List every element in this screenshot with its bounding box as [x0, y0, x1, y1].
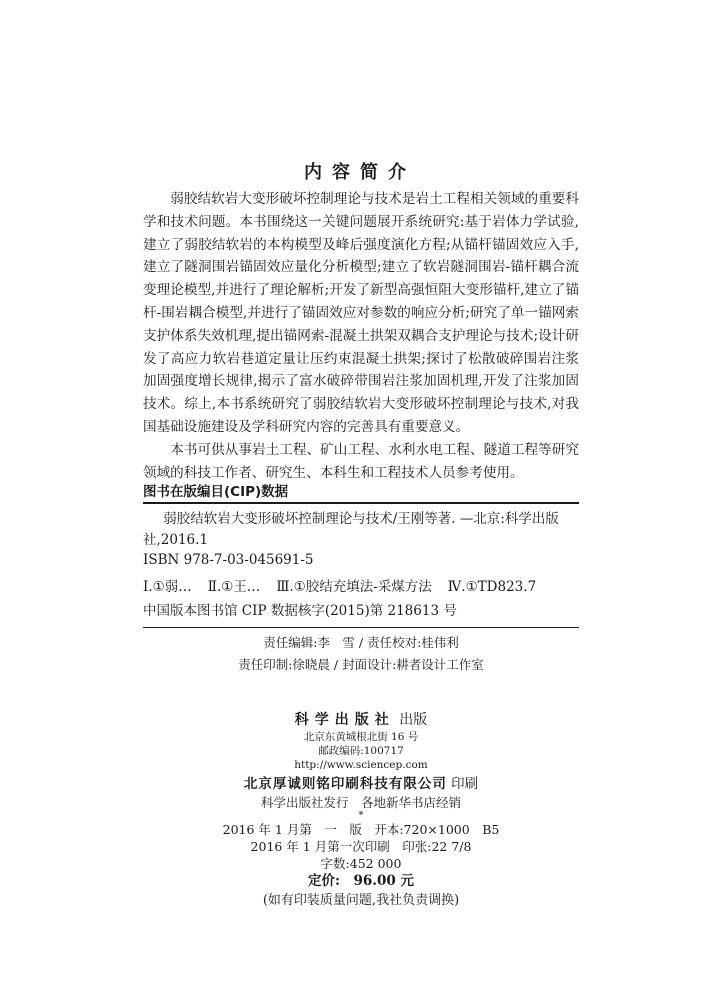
printer-line: [143, 774, 579, 794]
summary-body: [143, 188, 579, 484]
publisher-line: [143, 710, 579, 730]
cip-class-item: Ⅳ.①TD823.7: [447, 578, 537, 595]
cip-heading: 图书在版编目(CIP)数据: [143, 484, 289, 500]
distribution-line: 科学出版社发行 各地新华书店经销: [260, 795, 461, 810]
publisher-address: 北京东黄城根北街 16 号: [303, 731, 419, 743]
printer-suffix: 印刷: [451, 776, 479, 792]
staff-line-editors: 责任编辑:李 雪 / 责任校对:桂伟利: [263, 635, 459, 650]
publisher-suffix: 出版: [399, 712, 428, 728]
cip-record: 弱胶结软岩大变形破坏控制理论与技术/王刚等著. —北京:科学出版社,2016.1: [143, 511, 559, 548]
edition-line: 2016 年 1 月第 一 版 开本:720×1000 B5: [222, 822, 500, 837]
cip-class-item: Ⅰ.①弱…: [143, 578, 192, 595]
separator-star: *: [358, 810, 364, 821]
printing-line: 2016 年 1 月第一次印刷 印张:22 7/8: [250, 839, 472, 854]
cip-classification: [143, 577, 579, 598]
cip-isbn: ISBN 978-7-03-045691-5: [143, 552, 314, 568]
publisher-name: 科学出版社: [294, 712, 395, 728]
summary-paragraph: 本书可供从事岩土工程、矿山工程、水利水电工程、隧道工程等研究领域的科技工作者、研究生、本科生和工程技术人员参考使用。: [143, 441, 579, 481]
cip-class-item: Ⅱ.①王…: [207, 578, 261, 595]
word-count: 字数:452 000: [320, 856, 402, 871]
price: 定价: 96.00 元: [308, 873, 414, 889]
cip-block: [143, 509, 579, 622]
cip-class-item: Ⅲ.①胶结充填法-采煤方法: [276, 578, 432, 595]
printer-name: 北京厚诚则铭印刷科技有限公司: [243, 776, 447, 792]
publisher-website: http://www.sciencep.com: [294, 759, 428, 771]
cip-check-number: 中国版本图书馆 CIP 数据核字(2015)第 218613 号: [143, 603, 457, 619]
cip-bottom-rule: [143, 627, 579, 628]
quality-notice: (如有印装质量问题,我社负责调换): [262, 893, 460, 908]
publisher-postcode: 邮政编码:100717: [318, 745, 404, 757]
summary-title: 内容简介: [304, 162, 416, 183]
imprint-block: [143, 710, 579, 910]
summary-paragraph: 弱胶结软岩大变形破坏控制理论与技术是岩土工程相关领域的重要科学和技术问题。本书围绕这一关键问题展开系统研究:基于岩体力学试验,建立了弱胶结软岩的本构模型及峰后强度演化方程;从锚杆锚固效应入手,建立了隧洞围岩锚固效应量化分析模型;建立了软岩隧洞围岩-锚杆耦合流变理论模型,并进行了理论解析;开发了新型高强恒阻大变形锚杆,建立了锚杆-围岩耦合模型,并进行了锚固效应对参数的响应分析;研究了单一锚网索支护体系失效机理,提出锚网索-混凝土拱架双耦合支护理论与技术;设计研发了高应力软岩巷道定量让压约束混凝土拱架;探讨了松散破碎围岩注浆加固强度增长规律,揭示了富水破碎带围岩注浆加固机理,开发了注浆加固技术。综上,本书系统研究了弱胶结软岩大变形破坏控制理论与技术,对我国基础设施建设及学科研究内容的完善具有重要意义。: [143, 191, 579, 435]
staff-line-production: 责任印制:徐晓晨 / 封面设计:耕者设计工作室: [238, 657, 484, 672]
staff-credits: [143, 632, 579, 676]
cip-top-rule: [143, 502, 579, 504]
